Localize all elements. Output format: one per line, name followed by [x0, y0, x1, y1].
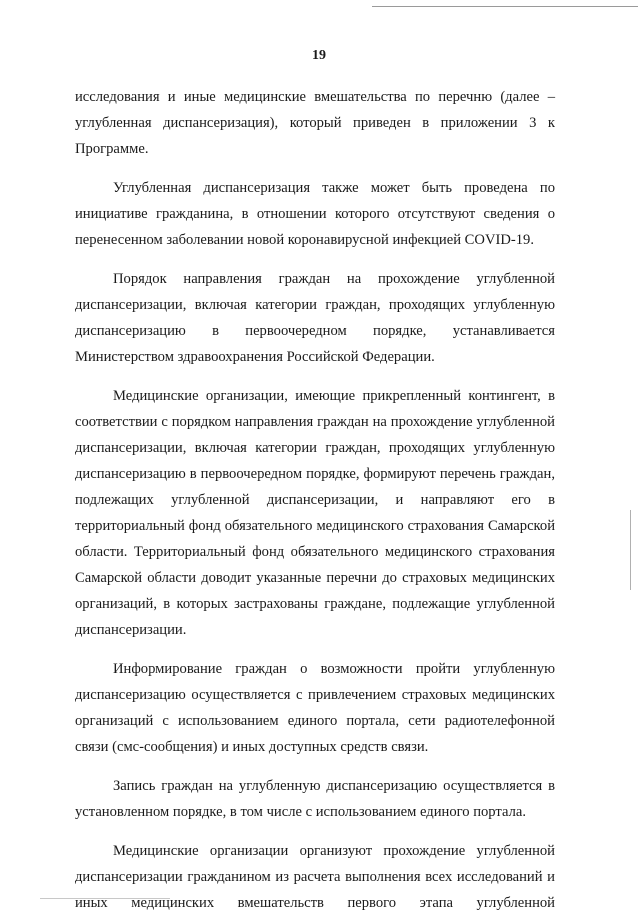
scan-artifact-top-line [372, 6, 638, 7]
paragraph-2: Углубленная диспансеризация также может быть проведена по инициативе гражданина, в отношении которого отсутствуют сведения о перенесенном заболевании новой коронавирусной инфекцией COVID-19. [75, 180, 555, 248]
paragraph-4: Медицинские организации, имеющие прикрепленный контингент, в соответствии с порядком направления граждан на прохождение углубленной диспансеризации, включая категории граждан, проходящих углубленную диспансеризацию в первоочередном порядке, формируют перечень граждан, подлежащих углубленной диспансеризации, и направляют его в территориальный фонд обязательного медицинского страхования Самарской области. Территориальный фонд обязательного медицинского страхования Самарской области доводит указанные перечни до страховых медицинских организаций, в которых застрахованы граждане, подлежащие углубленной диспансеризации. [75, 388, 555, 638]
paragraph-6: Запись граждан на углубленную диспансеризацию осуществляется в установленном порядке, в том числе с использованием единого портала. [75, 778, 555, 820]
paragraph-7: Медицинские организации организуют прохождение углубленной диспансеризации гражданином из расчета выполнения всех исследований и иных медицинских вмешательств первого этапа углубленной [75, 843, 555, 911]
paragraph-5: Информирование граждан о возможности пройти углубленную диспансеризацию осуществляется с привлечением страховых медицинских организаций с использованием единого портала, сети радиотелефонной связи (смс-сообщения) и иных доступных средств связи. [75, 661, 555, 755]
paragraph-3: Порядок направления граждан на прохождение углубленной диспансеризации, включая категории граждан, проходящих углубленную диспансеризацию в первоочередном порядке, устанавливается Министерством здравоохранения Российской Федерации. [75, 271, 555, 365]
paragraph-1: исследования и иные медицинские вмешательства по перечню (далее – углубленная диспансеризация), который приведен в приложении 3 к Программе. [75, 89, 555, 157]
body-text [75, 84, 555, 916]
scan-artifact-right-edge [630, 510, 631, 590]
page-number: 19 [312, 48, 326, 63]
